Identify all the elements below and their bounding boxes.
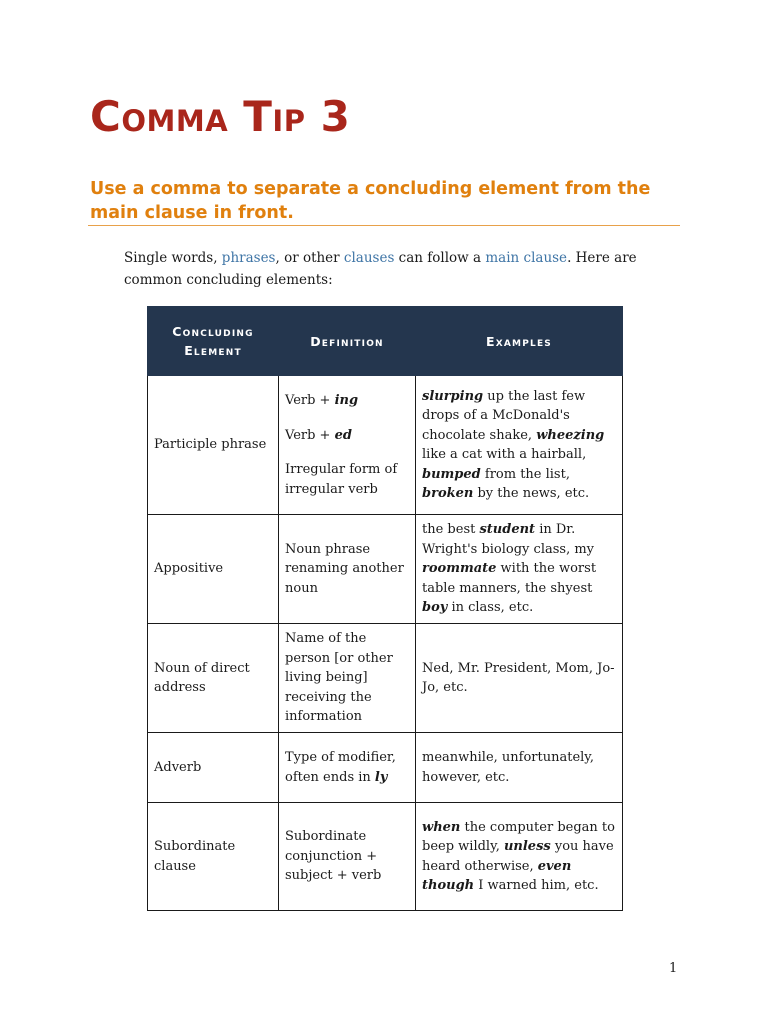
example-text: in class, etc. [447,600,534,616]
example-keyword: broken [422,486,474,501]
definition-line [285,391,409,411]
definition-line [285,426,409,446]
concluding-elements-table [147,306,623,911]
example-text: by the news, etc. [473,486,590,501]
examples-cell [416,376,623,515]
examples-cell: meanwhile, unfortunately, however, etc. [416,733,623,803]
example-keyword: slurping [422,388,484,404]
example-text: in Dr. Wright's biology class, my [422,522,595,557]
definition-suffix: ing [334,393,359,408]
intro-text: , or other [275,250,344,266]
definition-text: Type of modifier, often ends in [285,750,396,785]
header-concluding-element: Concluding Element [148,307,279,376]
keyword-clauses: clauses [343,250,395,266]
element-cell: Adverb [148,733,279,803]
intro-text: Single words, [124,250,222,266]
example-keyword: when [422,819,461,835]
example-text: the best [422,522,480,538]
example-text: with the worst table manners, the shyest [422,561,597,596]
example-keyword: student [479,522,536,538]
element-cell: Appositive [148,515,279,624]
element-cell: Noun of direct address [148,624,279,733]
examples-cell [416,803,623,911]
example-text: the computer began to beep wildly, [422,819,615,854]
keyword-phrases: phrases [221,250,276,266]
example-text: like a cat with a hairball, [422,447,587,462]
definition-line: Irregular form of irregular verb [285,462,398,497]
example-text: I warned him, etc. [474,878,599,893]
table-row [148,803,623,911]
example-text: up the last few drops of a McDonald's chocolate shake, [422,388,586,443]
table-row [148,624,623,733]
definition-cell: Name of the person [or other living being] receiving the information [279,624,416,733]
header-examples: Examples [416,307,623,376]
element-cell: Participle phrase [148,376,279,515]
page-title: Comma Tip 3 [90,92,351,141]
table-header-row [148,307,623,376]
definition-cell: Subordinate conjunction + subject + verb [279,803,416,911]
table-row [148,376,623,515]
intro-text: can follow a [394,250,486,266]
keyword-main-clause: main clause [485,250,568,266]
example-keyword: roommate [422,561,497,577]
example-keyword: boy [422,600,448,616]
intro-text: . Here are common concluding elements: [124,250,637,288]
example-keyword: unless [503,839,551,854]
intro-paragraph [124,247,684,291]
header-definition: Definition [279,307,416,376]
definition-cell: Noun phrase renaming another noun [279,515,416,624]
page-number: 1 [669,961,678,976]
definition-cell [279,376,416,515]
divider-rule [88,225,680,226]
element-cell: Subordinate clause [148,803,279,911]
example-keyword: even though [422,858,572,893]
definition-text: Verb + [285,393,335,408]
definition-suffix: ed [334,427,352,443]
example-keyword: wheezing [536,427,605,443]
examples-cell: Ned, Mr. President, Mom, Jo-Jo, etc. [416,624,623,733]
example-text: you have heard otherwise, [422,839,614,874]
definition-suffix: ly [374,769,388,785]
definition-text: Verb + [285,427,335,443]
example-keyword: bumped [422,466,481,482]
example-text: from the list, [480,466,570,482]
section-subtitle: Use a comma to separate a concluding element from the main clause in front. [90,179,651,223]
table-row [148,515,623,624]
table-row [148,733,623,803]
definition-cell [279,733,416,803]
examples-cell [416,515,623,624]
